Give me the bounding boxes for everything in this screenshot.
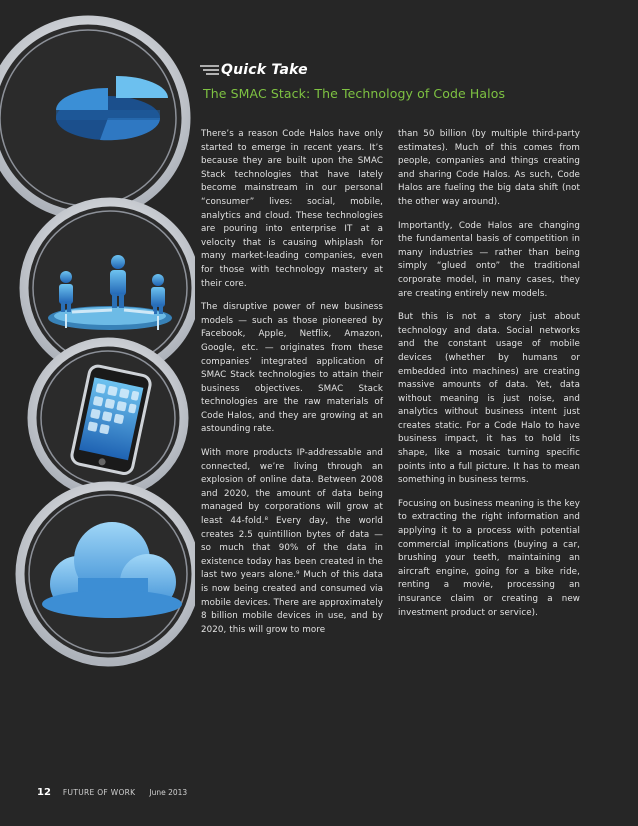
paragraph: Focusing on business meaning is the key to extracting the right information and applying it to a process with potential commercial implications (buying a car, brushing your teeth, maintaining an aircraft engine, going for a bike ride, renting a movie, processing an insurance claim or creating a new investment product or service). xyxy=(398,498,580,618)
paragraph: But this is not a story just about technology and data. Social networks and the constant usage of mobile devices (whether by humans or embedded into machines) are creating massive amounts of data. Yet, data without meaning is just noise, and analytics without business intent just creates static. For a Code Halo to have business impact, it has to hold its shape, like a mosaic turning specific points into a full picture. It has to mean something in business terms. xyxy=(398,312,580,486)
article-subtitle: The SMAC Stack: The Technology of Code Halos xyxy=(203,86,506,101)
paragraph: There’s a reason Code Halos have only started to emerge in recent years. It’s because they are built upon the SMAC Stack technologies that have lately become mainstream in our personal “consumer” lives: social, mobile, analytics and cloud. These technologies are pouring into enterprise IT at a velocity that is causing whiplash for many market-leading companies, even for those with technology mastery at their core. xyxy=(201,129,383,289)
illustration-svg xyxy=(0,0,195,780)
paragraph: With more products IP-addressable and connected, we’re living through an explosion of online data. Between 2008 and 2020, the amount of data being managed by corporations will grow at least 44-fold.⁸ Every day, the world creates 2.5 quintillion bytes of data — so much that 90% of the data in existence today has been created in the last two years alone.⁹ Much of this data is now being created and consumed via mobile devices. There are approximately 8 billion mobile devices in use, and by 2020, this will grow to more xyxy=(201,448,383,635)
phone-ring xyxy=(32,342,184,494)
paragraph: Importantly, Code Halos are changing the fundamental basis of competition in many industries — rather than being simply “glued onto” the traditional corporate model, in many cases, they are creating entirely new models. xyxy=(398,220,580,299)
publication-name: FUTURE OF WORK xyxy=(62,788,136,797)
quick-take-row xyxy=(200,60,610,80)
section-label: Quick Take xyxy=(221,62,308,78)
text-column-right xyxy=(398,128,580,630)
text-column-left xyxy=(201,128,383,647)
speed-lines-icon xyxy=(200,64,220,76)
section-header xyxy=(200,60,610,101)
page-number: 12 xyxy=(37,787,51,798)
publication-date: June 2013 xyxy=(149,788,188,797)
page-footer xyxy=(37,787,187,801)
illustration-column xyxy=(0,0,195,780)
cloud-ring xyxy=(20,486,195,662)
pie-chart-ring xyxy=(0,20,186,216)
paragraph: than 50 billion (by multiple third-party estimates). Much of this comes from people, companies and things creating and sharing Code Halos. As such, Code Halos are fueling the big data shift (not the other way around). xyxy=(398,129,580,207)
paragraph: The disruptive power of new business models — such as those pioneered by Facebook, Apple, Netflix, Amazon, Google, etc. — originates from these companies’ integrated application of SMAC Stack technologies to attain their business objectives. SMAC Stack technologies are the raw materials of Code Halos, and they are growing at an astounding rate. xyxy=(201,302,383,435)
